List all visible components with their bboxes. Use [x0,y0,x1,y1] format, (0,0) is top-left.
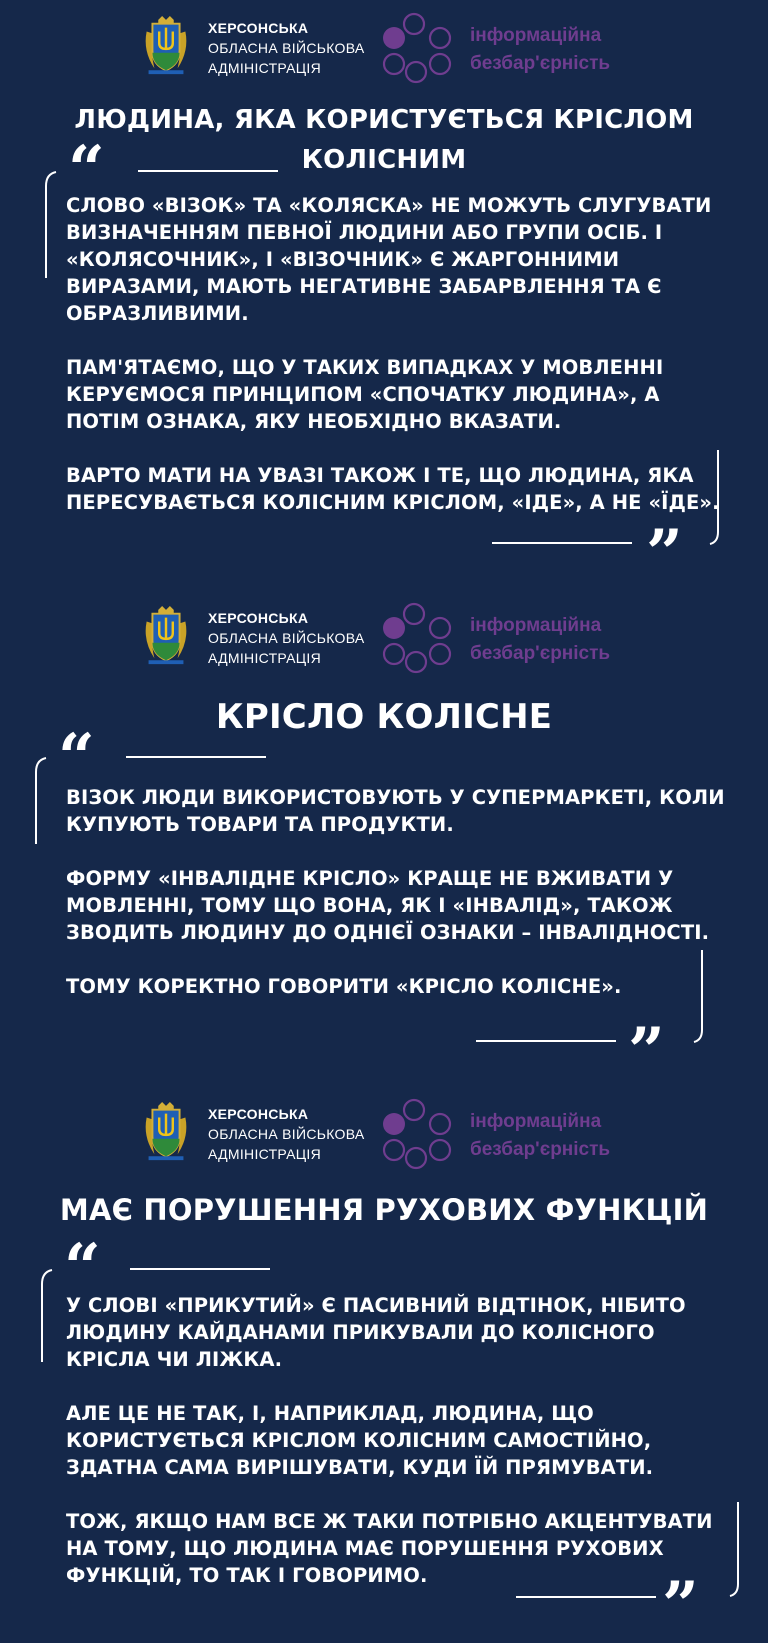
section-2-bottom-divider [476,1040,616,1042]
section-1-close-quote-icon: ” [646,516,683,591]
section-2-top-divider [126,756,266,758]
org-name-line2: ОБЛАСНА ВІЙСЬКОВА [208,630,365,646]
section-2-paragraph: ВІЗОК ЛЮДИ ВИКОРИСТОВУЮТЬ У СУПЕРМАРКЕТІ, КОЛИ КУПУЮТЬ ТОВАРИ ТА ПРОДУКТИ. [66,786,725,836]
section-1-paragraph: СЛОВО «ВІЗОК» ТА «КОЛЯСКА» НЕ МОЖУТЬ СЛУГУВАТИ ВИЗНАЧЕННЯМ ПЕВНОЇ ЛЮДИНИ АБО ГРУПИ ОСІБ. І «КОЛЯСОЧНИК», І «ВІЗОЧНИК» Є ЖАРГОННИМИ ВИРАЗАМИ, МАЮТЬ НЕГАТИВНЕ ЗАБАРВЛЕННЯ ТА Є ОБРАЗЛИВИМИ. [66,194,712,325]
section-3-bottom-divider [516,1596,656,1598]
section-2-paragraph: ФОРМУ «ІНВАЛІДНЕ КРІСЛО» КРАЩЕ НЕ ВЖИВАТИ У МОВЛЕННІ, ТОМУ ЩО ВОНА, ЯК І «ІНВАЛІД», ТАКОЖ ЗВОДИТЬ ЛЮДИНУ ДО ОДНІЄЇ ОЗНАКИ – ІНВАЛІДНОСТІ. [66,867,710,944]
section-3-title: МАЄ ПОРУШЕННЯ РУХОВИХ ФУНКЦІЙ [59,1193,709,1227]
brand-logo-text [470,612,610,668]
section-2-header [0,602,768,682]
brand-circles-icon [380,12,460,84]
section-1-top-divider [138,170,278,172]
org-name [208,18,365,78]
section-2-right-bracket [692,950,706,1044]
brand-line1: інформаційна [470,25,602,46]
section-2-title: КРІСЛО КОЛІСНЕ [215,697,553,737]
org-name-line3: АДМІНІСТРАЦІЯ [208,1146,322,1162]
org-name-line3: АДМІНІСТРАЦІЯ [208,650,322,666]
org-name [208,1104,365,1164]
org-name-line1: ХЕРСОНСЬКА [208,1106,309,1122]
section-2-open-quote-icon: “ [58,720,95,795]
brand-circles-icon [380,602,460,674]
section-3-header [0,1098,768,1178]
section-2-body [66,784,726,1027]
brand-line2: безбар'єрність [470,643,611,664]
section-1-left-bracket [44,170,58,280]
section-1-title: ЛЮДИНА, ЯКА КОРИСТУЄТЬСЯ КРІСЛОМ КОЛІСНИМ [74,105,694,175]
section-3-paragraph: У СЛОВІ «ПРИКУТИЙ» Є ПАСИВНИЙ ВІДТІНОК, НІБИТО ЛЮДИНУ КАЙДАНАМИ ПРИКУВАЛИ ДО КОЛІСНОГО КРІСЛА ЧИ ЛІЖКА. [66,1294,686,1371]
brand-line2: безбар'єрність [470,53,611,74]
brand-logo-text [470,1108,610,1164]
section-3-paragraph: ТОЖ, ЯКЩО НАМ ВСЕ Ж ТАКИ ПОТРІБНО АКЦЕНТУВАТИ НА ТОМУ, ЩО ЛЮДИНА МАЄ ПОРУШЕННЯ РУХОВИХ ФУНКЦІЙ, ТО ТАК І ГОВОРИМО. [66,1510,713,1587]
section-3-open-quote-icon: “ [64,1230,101,1305]
brand-line1: інформаційна [470,615,602,636]
section-2-close-quote-icon: ” [628,1014,665,1089]
section-3-right-bracket [728,1502,742,1598]
section-3-left-bracket [40,1268,54,1364]
section-2-paragraph: ТОМУ КОРЕКТНО ГОВОРИТИ «КРІСЛО КОЛІСНЕ». [66,975,622,998]
section-1-bottom-divider [492,542,632,544]
org-name-line2: ОБЛАСНА ВІЙСЬКОВА [208,1126,365,1142]
org-name-line1: ХЕРСОНСЬКА [208,610,309,626]
section-3-body [66,1292,726,1616]
section-3-top-divider [130,1268,270,1270]
section-3-paragraph: АЛЕ ЦЕ НЕ ТАК, І, НАПРИКЛАД, ЛЮДИНА, ЩО КОРИСТУЄТЬСЯ КРІСЛОМ КОЛІСНИМ САМОСТІЙНО, ЗДАТНА САМА ВИРІШУВАТИ, КУДИ ЇЙ ПРЯМУВАТИ. [66,1402,654,1479]
org-name-line1: ХЕРСОНСЬКА [208,20,309,36]
brand-circles-icon [380,1098,460,1170]
brand-line2: безбар'єрність [470,1139,611,1160]
coat-of-arms-icon [140,1100,192,1162]
section-2-left-bracket [34,756,48,846]
section-3-close-quote-icon: ” [662,1568,699,1643]
section-1-paragraph: ПАМ'ЯТАЄМО, ЩО У ТАКИХ ВИПАДКАХ У МОВЛЕННІ КЕРУЄМОСЯ ПРИНЦИПОМ «СПОЧАТКУ ЛЮДИНА», А ПОТІМ ОЗНАКА, ЯКУ НЕОБХІДНО ВКАЗАТИ. [66,356,664,433]
coat-of-arms-icon [140,604,192,666]
section-1-paragraph: ВАРТО МАТИ НА УВАЗІ ТАКОЖ І ТЕ, ЩО ЛЮДИНА, ЯКА ПЕРЕСУВАЄТЬСЯ КОЛІСНИМ КРІСЛОМ, «ІДЕ», А НЕ «ЇДЕ». [66,464,720,514]
section-1-body [66,192,726,543]
brand-line1: інформаційна [470,1111,602,1132]
section-1-right-bracket [708,450,722,546]
coat-of-arms-icon [140,14,192,76]
org-name [208,608,365,668]
section-1-header [0,12,768,92]
org-name-line3: АДМІНІСТРАЦІЯ [208,60,322,76]
section-1-open-quote-icon: “ [68,132,105,207]
org-name-line2: ОБЛАСНА ВІЙСЬКОВА [208,40,365,56]
brand-logo-text [470,22,610,78]
